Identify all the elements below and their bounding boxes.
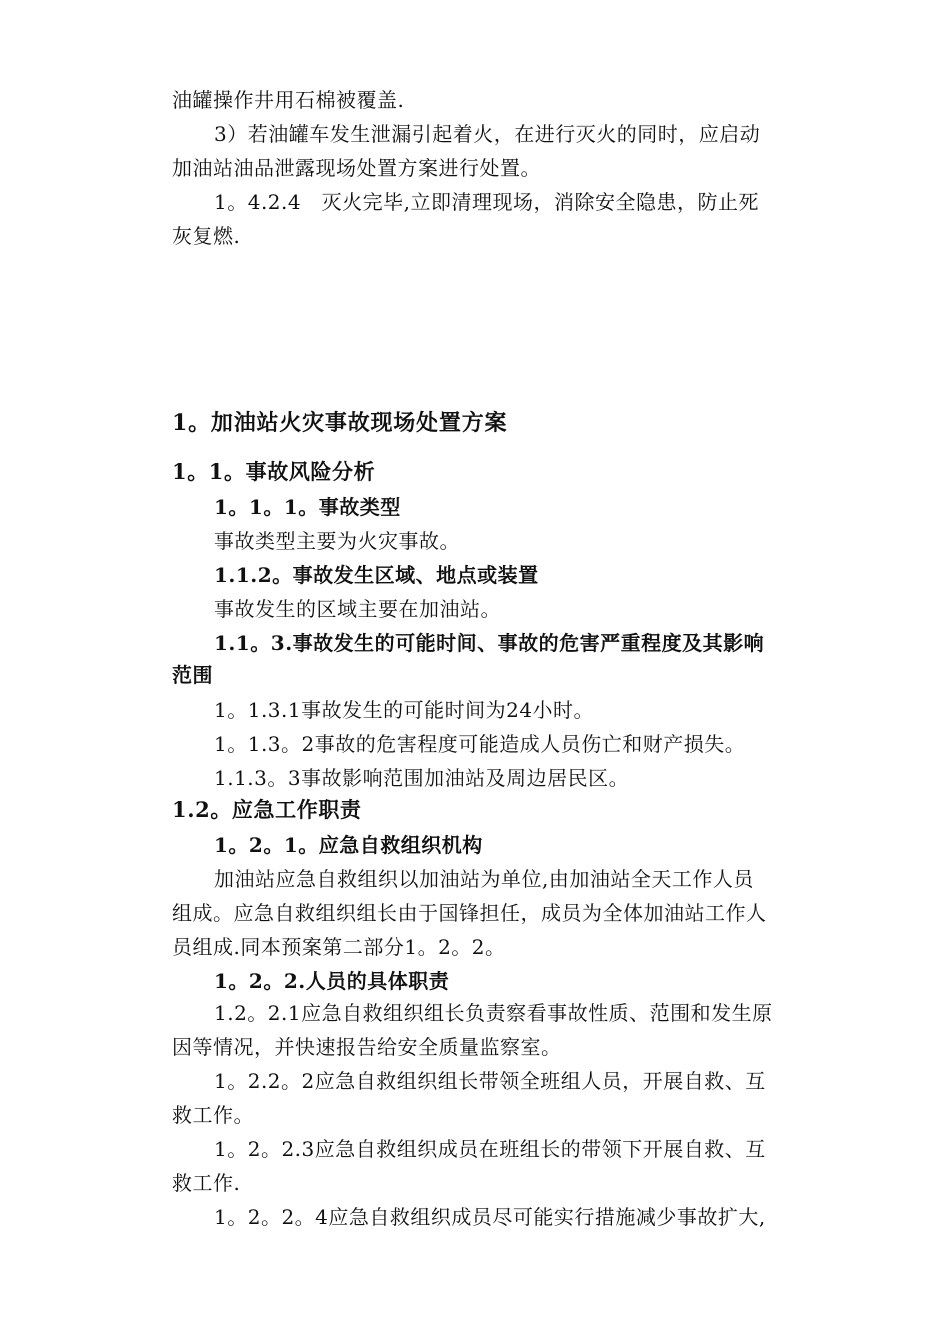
section-title: 1。加油站火灾事故现场处置方案 [172, 410, 508, 436]
heading-1-2: 1.2。应急工作职责 [172, 797, 362, 822]
paragraph-line: 1.2。2.1应急自救组织组长负责察看事故性质、范围和发生原 [214, 1001, 773, 1025]
paragraph-line: 1.1.3。3事故影响范围加油站及周边居民区。 [214, 766, 630, 790]
paragraph-line: 油罐操作井用石棉被覆盖. [172, 88, 405, 112]
heading-1-1-3: 1.1。3.事故发生的可能时间、事故的危害严重程度及其影响 [214, 631, 765, 655]
paragraph-line: 灰复燃. [172, 224, 241, 248]
paragraph-line: 3）若油罐车发生泄漏引起着火，在进行灭火的同时，应启动 [214, 122, 761, 146]
paragraph-line: 加油站应急自救组织以加油站为单位,由加油站全天工作人员 [214, 867, 754, 891]
paragraph-line: 1。1.3.1事故发生的可能时间为24小时。 [214, 698, 595, 722]
heading-1-2-2: 1。2。2.人员的具体职责 [214, 969, 450, 993]
paragraph-line: 组成。应急自救组织组长由于国锋担任，成员为全体加油站工作人 [172, 901, 767, 925]
heading-1-2-1: 1。2。1。应急自救组织机构 [214, 833, 483, 857]
paragraph-line: 1。2。2.3应急自救组织成员在班组长的带领下开展自救、互 [214, 1137, 766, 1161]
paragraph-line: 1。4.2.4 灭火完毕,立即清理现场，消除安全隐患，防止死 [214, 190, 759, 214]
heading-1-1-2: 1.1.2。事故发生区域、地点或装置 [214, 563, 539, 587]
heading-1-1-3-cont: 范围 [172, 663, 213, 687]
paragraph-line: 救工作。 [172, 1103, 254, 1127]
paragraph-line: 员组成.同本预案第二部分1。2。2。 [172, 935, 506, 959]
paragraph-line: 1。2.2。2应急自救组织组长带领全班组人员，开展自救、互 [214, 1069, 766, 1093]
paragraph-line: 加油站油品泄露现场处置方案进行处置。 [172, 156, 541, 180]
paragraph-line: 事故类型主要为火灾事故。 [214, 529, 460, 553]
paragraph-line: 事故发生的区域主要在加油站。 [214, 597, 501, 621]
paragraph-line: 1。2。2。4应急自救组织成员尽可能实行措施减少事故扩大, [214, 1205, 766, 1229]
paragraph-line: 救工作. [172, 1171, 241, 1195]
paragraph-line: 因等情况，并快速报告给安全质量监察室。 [172, 1035, 562, 1059]
paragraph-line: 1。1.3。2事故的危害程度可能造成人员伤亡和财产损失。 [214, 732, 746, 756]
heading-1-1: 1。1。事故风险分析 [172, 459, 376, 484]
heading-1-1-1: 1。1。1。事故类型 [214, 495, 401, 519]
